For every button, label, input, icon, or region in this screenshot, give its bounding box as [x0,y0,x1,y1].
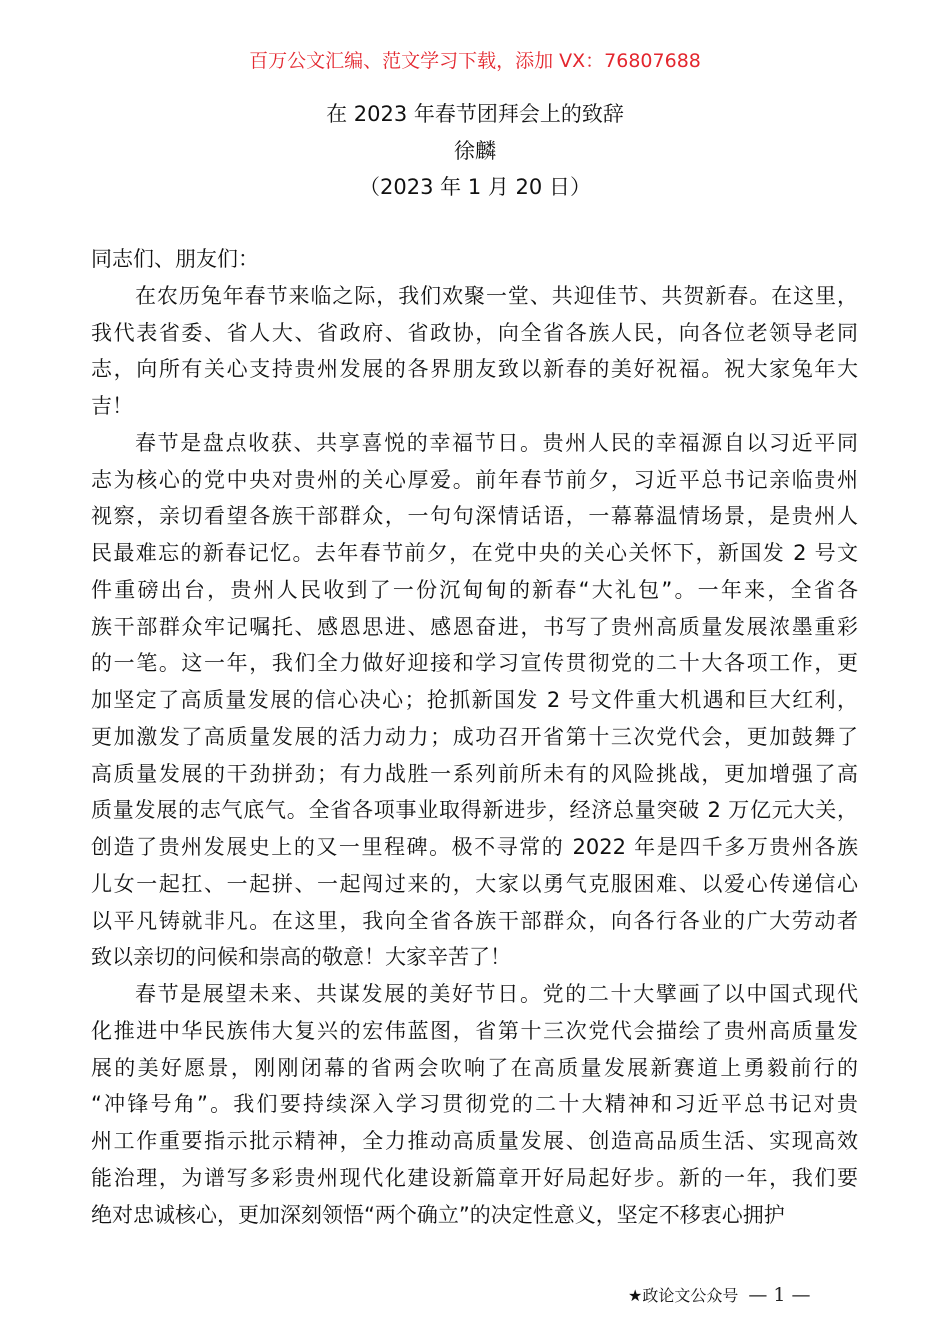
text-line: 族干部群众牢记嘱托、感恩思进、感恩奋进，书写了贵州高质量发展浓墨重彩 [91,614,858,639]
text-line: 能治理，为谱写多彩贵州现代化建设新篇章开好局起好步。新的一年，我们要 [91,1165,858,1190]
text-line: 件重磅出台，贵州人民收到了一份沉甸甸的新春“大礼包”。一年来，全省各 [91,577,858,602]
watermark-banner: 百万公文汇编、范文学习下载，添加 VX：76807688 [249,50,701,72]
document-body [91,241,858,1233]
date: （2023 年 1 月 20 日） [359,175,591,199]
paragraph [91,278,858,425]
document-title: 在 2023 年春节团拜会上的致辞 [326,102,624,126]
text-line: 致以亲切的问候和崇高的敬意！大家辛苦了！ [91,945,511,970]
text-line: 的一笔。这一年，我们全力做好迎接和学习宣传贯彻党的二十大各项工作，更 [91,651,858,676]
page-footer [628,1283,811,1306]
text-line: 志为核心的党中央对贵州的关心厚爱。前年春节前夕，习近平总书记亲临贵州 [91,467,858,492]
text-line: 志，向所有关心支持贵州发展的各界朋友致以新春的美好祝福。祝大家兔年大 [91,357,858,382]
footer-source: ★政论文公众号 [628,1286,739,1305]
text-line: 以平凡铸就非凡。在这里，我向全省各族干部群众，向各行各业的广大劳动者 [91,908,858,933]
text-line: 更加激发了高质量发展的活力动力；成功召开省第十三次党代会，更加鼓舞了 [91,724,858,749]
page-number: — 1 — [748,1283,811,1306]
text-line: 在农历兔年春节来临之际，我们欢聚一堂、共迎佳节、共贺新春。在这里， [135,283,858,308]
text-line: 春节是展望未来、共谋发展的美好节日。党的二十大擘画了以中国式现代 [135,982,858,1006]
text-line: 展的美好愿景，刚刚闭幕的省两会吹响了在高质量发展新赛道上勇毅前行的 [91,1055,858,1080]
text-line: 加坚定了高质量发展的信心决心；抢抓新国发 2 号文件重大机遇和巨大红利， [91,688,858,712]
text-line: 州工作重要指示批示精神，全力推动高质量发展、创造高品质生活、实现高效 [91,1129,858,1153]
author: 徐麟 [454,139,496,163]
text-line: 视察，亲切看望各族干部群众，一句句深情话语，一幕幕温情场景，是贵州人 [91,504,858,529]
text-line: 民最难忘的新春记忆。去年春节前夕，在党中央的关心关怀下，新国发 2 号文 [91,541,858,565]
text-line: “冲锋号角”。我们要持续深入学习贯彻党的二十大精神和习近平总书记对贵 [91,1092,858,1117]
text-line: 化推进中华民族伟大复兴的宏伟蓝图，省第十三次党代会描绘了贵州高质量发 [91,1018,858,1043]
text-line: 同志们、朋友们： [91,247,259,271]
text-line: 质量发展的志气底气。全省各项事业取得新进步，经济总量突破 2 万亿元大关， [91,798,858,823]
text-line: 高质量发展的干劲拼劲；有力战胜一系列前所未有的风险挑战，更加增强了高 [91,761,858,786]
text-line: 吉！ [91,394,133,418]
text-line: 我代表省委、省人大、省政府、省政协，向全省各族人民，向各位老领导老同 [91,320,858,345]
text-line: 创造了贵州发展史上的又一里程碑。极不寻常的 2022 年是四千多万贵州各族 [91,835,858,859]
text-line: 绝对忠诚核心，更加深刻领悟“两个确立”的决定性意义，坚定不移衷心拥护 [91,1202,785,1227]
text-line: 儿女一起扛、一起拼、一起闯过来的，大家以勇气克服困难、以爱心传递信心 [91,871,858,896]
text-line: 春节是盘点收获、共享喜悦的幸福节日。贵州人民的幸福源自以习近平同 [135,430,858,455]
salutation [91,241,858,278]
paragraph [91,425,858,976]
paragraph [91,976,858,1233]
